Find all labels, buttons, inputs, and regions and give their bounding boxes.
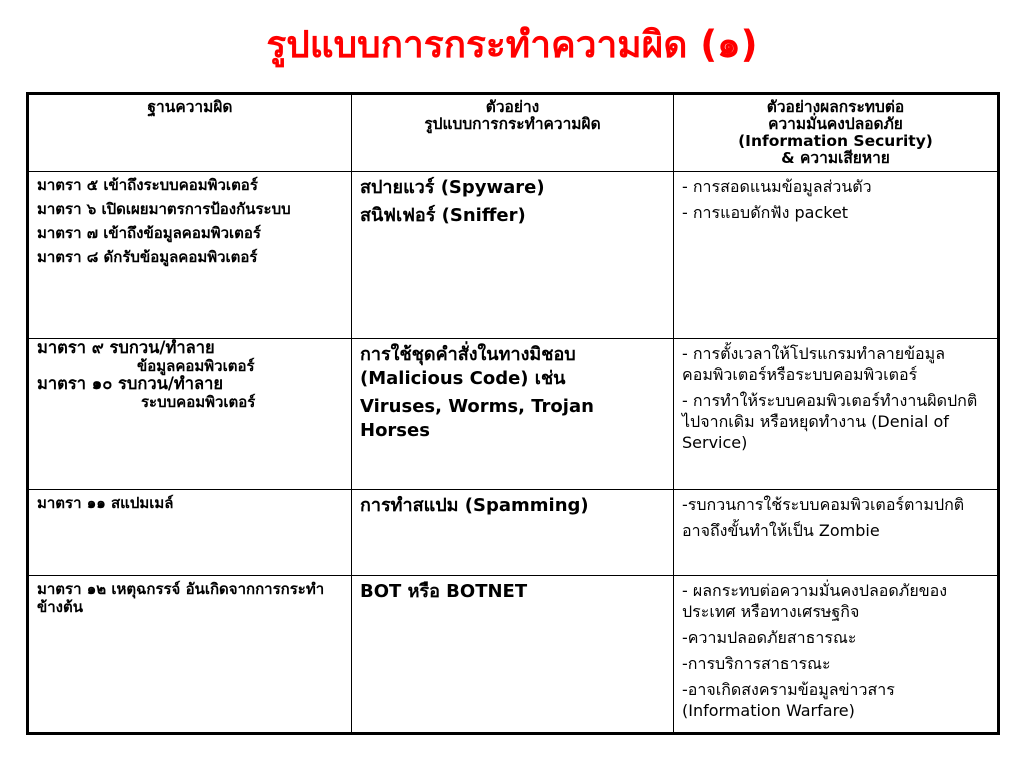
- impact-item: - การตั้งเวลาให้โปรแกรมทำลายข้อมูลคอมพิวเตอร์หรือระบบคอมพิวเตอร์: [682, 344, 946, 384]
- impact-cell: [674, 490, 999, 576]
- offense-table: [26, 92, 1000, 735]
- header-offense-basis: [28, 94, 352, 172]
- law-item: มาตรา ๑๑ สแปมเมล์: [37, 494, 174, 512]
- law-item: มาตรา ๕ เข้าถึงระบบคอมพิวเตอร์: [37, 176, 258, 194]
- example-item: สนิฟเฟอร์ (Sniffer): [360, 205, 526, 226]
- example-cell: [352, 172, 674, 339]
- law-cell: [28, 172, 352, 339]
- example-cell: [352, 576, 674, 734]
- law-cell: [28, 576, 352, 734]
- table-row: [28, 172, 999, 339]
- header-impact: [674, 94, 999, 172]
- impact-cell: [674, 172, 999, 339]
- slide-title: รูปแบบการกระทำความผิด (๑): [266, 23, 758, 66]
- law-item-continuation: ระบบคอมพิวเตอร์: [141, 393, 256, 411]
- example-item: Viruses, Worms, Trojan Horses: [360, 396, 594, 441]
- example-item: BOT หรือ BOTNET: [360, 581, 528, 602]
- law-item: มาตรา ๑๐ รบกวน/ทำลาย: [37, 374, 224, 393]
- table-row: [28, 576, 999, 734]
- impact-item: - ผลกระทบต่อความมั่นคงปลอดภัยของประเทศ หรือทางเศรษฐกิจ: [682, 581, 948, 621]
- impact-cell: [674, 576, 999, 734]
- impact-item: - การแอบดักฟัง packet: [682, 203, 849, 222]
- example-item: สปายแวร์ (Spyware): [360, 177, 545, 198]
- header-example-line: ตัวอย่าง: [485, 98, 540, 116]
- example-cell: [352, 339, 674, 490]
- impact-item: -ความปลอดภัยสาธารณะ: [682, 628, 857, 647]
- header-example-line: รูปแบบการกระทำความผิด: [424, 115, 601, 133]
- example-item: การทำสแปม (Spamming): [360, 495, 589, 516]
- impact-item: - การทำให้ระบบคอมพิวเตอร์ทำงานผิดปกติไปจากเดิม หรือหยุดทำงาน (Denial of Service): [682, 391, 978, 452]
- law-item-continuation: ข้อมูลคอมพิวเตอร์: [137, 357, 255, 375]
- law-cell: [28, 490, 352, 576]
- table-row: [28, 490, 999, 576]
- law-cell: [28, 339, 352, 490]
- law-item: มาตรา ๖ เปิดเผยมาตรการป้องกันระบบ: [37, 200, 291, 218]
- header-impact-line: ตัวอย่างผลกระทบต่อ: [766, 98, 905, 116]
- impact-item: -รบกวนการใช้ระบบคอมพิวเตอร์ตามปกติ: [682, 495, 965, 514]
- table-row: [28, 339, 999, 490]
- table-header-row: [28, 94, 999, 172]
- impact-item: -อาจเกิดสงครามข้อมูลข่าวสาร (Information Warfare): [682, 680, 895, 720]
- impact-item: อาจถึงขั้นทำให้เป็น Zombie: [682, 521, 880, 540]
- header-impact-line: ความมั่นคงปลอดภัย: [768, 115, 903, 133]
- header-impact-line: (Information Security): [738, 132, 933, 150]
- law-item: มาตรา ๑๒ เหตุฉกรรจ์ อันเกิดจากการกระทำข้างต้น: [37, 580, 325, 616]
- header-example: [352, 94, 674, 172]
- example-item: การใช้ชุดคำสั่งในทางมิชอบ (Malicious Code) เช่น: [360, 344, 576, 389]
- law-item: มาตรา ๘ ดักรับข้อมูลคอมพิวเตอร์: [37, 248, 258, 266]
- law-item: มาตรา ๙ รบกวน/ทำลาย: [37, 338, 215, 357]
- header-offense-basis-label: ฐานความผิด: [147, 98, 233, 116]
- example-cell: [352, 490, 674, 576]
- header-impact-line: & ความเสียหาย: [781, 149, 890, 167]
- impact-cell: [674, 339, 999, 490]
- impact-item: -การบริการสาธารณะ: [682, 654, 831, 673]
- impact-item: - การสอดแนมข้อมูลส่วนตัว: [682, 177, 872, 196]
- law-item: มาตรา ๗ เข้าถึงข้อมูลคอมพิวเตอร์: [37, 224, 261, 242]
